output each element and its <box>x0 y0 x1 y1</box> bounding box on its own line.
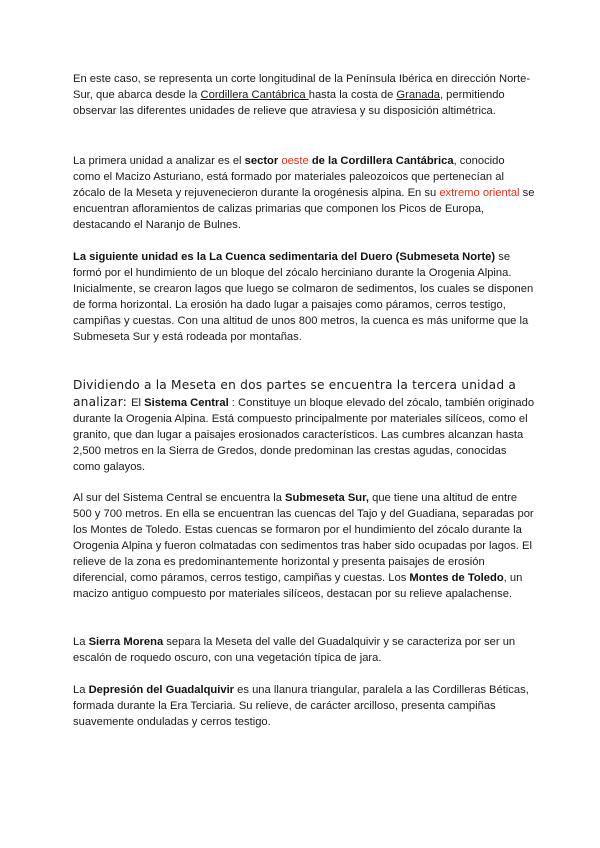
bold-term-depresion-guadalquivir: Depresión del Guadalquivir <box>88 684 235 696</box>
paragraph-submeseta-sur <box>73 490 535 602</box>
text-run: , un macizo antiguo compuesto por materiales silíceos, destacan por su relieve apalachense. <box>73 572 523 600</box>
paragraph-depresion-guadalquivir <box>73 682 535 730</box>
bold-term-sistema-central: Sistema Central <box>144 397 229 409</box>
text-run: La <box>73 636 89 648</box>
bold-term-montes-toledo: Montes de Toledo <box>409 572 504 584</box>
paragraph-intro <box>73 71 535 119</box>
text-run: , conocido como el Macizo Asturiano, está formado por materiales paleozoicos que pertenecían al zócalo de la Meseta y rejuvenecieron durante la orogénesis alpina. En su <box>73 155 505 199</box>
paragraph-cuenca-duero <box>73 249 535 345</box>
text-run: se encuentran afloramientos de calizas primarias que componen los Picos de Europa, destacando el Naranjo de Bulnes. <box>73 187 535 231</box>
red-term-oeste: oeste <box>281 155 309 167</box>
text-run: es una llanura triangular, paralela a las Cordilleras Béticas, formada durante la Era Terciaria. Su relieve, de carácter arcilloso, presenta campiñas suavemente onduladas y cerros testigo. <box>73 684 529 728</box>
paragraph-sistema-central <box>73 377 535 475</box>
text-run: El <box>131 397 145 409</box>
text-run: se formó por el hundimiento de un bloque del zócalo herciniano durante la Orogenia Alpina. Inicialmente, se crearon lagos que luego se colmaron de sedimentos, los cuales se disponen de forma horizontal. La erosión ha dado lugar a paisajes como páramos, cerros testigo, campiñas y cuestas. Con una altitud de unos 800 metros, la cuenca es más uniforme que la Submeseta Sur y está rodeada por montañas. <box>73 251 534 343</box>
text-run: : Constituye un bloque elevado del zócalo, también originado durante la Orogenia Alpina. Está compuesto principalmente por materiales silíceos, como el granito, que dan lugar a paisajes erosionados característicos. Las cumbres alcanzan hasta 2,500 metros en la Sierra de Gredos, donde predominan las crestas agudas, conocidas como galayos. <box>73 397 535 473</box>
lead-text: Dividiendo a la Meseta en dos partes se encuentra la tercera unidad a analizar: <box>73 378 517 409</box>
text-run: hasta la costa de <box>308 89 397 101</box>
paragraph-sierra-morena <box>73 634 535 666</box>
text-run: que tiene una altitud de entre 500 y 700 metros. En ella se encuentran las cuencas del Tajo y del Guadiana, separadas por los Montes de Toledo. Estas cuencas se formaron por el hundimiento del zócalo durante la Orogenia Alpina y fueron colmatadas con sedimentos tras haber sido ocupadas por lagos. El relieve de la zona es predominantemente horizontal y presenta paisajes de erosión diferencial, como páramos, cerros testigo, campiñas y cuestas. Los <box>73 492 534 584</box>
text-run: La primera unidad a analizar es el <box>73 155 245 167</box>
underlined-term-granada: Granada <box>396 89 440 101</box>
text-run: Al sur del Sistema Central se encuentra la <box>73 492 286 504</box>
text-run: La <box>73 684 89 696</box>
bold-term-sierra-morena: Sierra Morena <box>88 636 164 648</box>
bold-term-submeseta-sur: Submeseta Sur, <box>285 492 369 504</box>
underlined-term-cordillera: Cordillera Cantábrica <box>200 89 309 101</box>
text-run: En este caso, se representa un corte longitudinal de la Península Ibérica en dirección Norte-Sur, que abarca desde la <box>73 73 531 101</box>
bold-term-cuenca-duero: La siguiente unidad es la La Cuenca sedimentaria del Duero (Submeseta Norte) <box>73 251 496 263</box>
text-run: separa la Meseta del valle del Guadalquivir y se caracteriza por ser un escalón de roquedo oscuro, con una vegetación típica de jara. <box>73 636 516 664</box>
text-run: , permitiendo observar las diferentes unidades de relieve que atraviesa y su disposición altimétrica. <box>73 89 505 117</box>
bold-term-sector: sector <box>244 155 282 167</box>
red-term-extremo-oriental: extremo oriental <box>439 187 520 199</box>
bold-term-cordillera: de la Cordillera Cantábrica <box>308 155 454 167</box>
paragraph-cordillera-cantabrica <box>73 153 535 233</box>
